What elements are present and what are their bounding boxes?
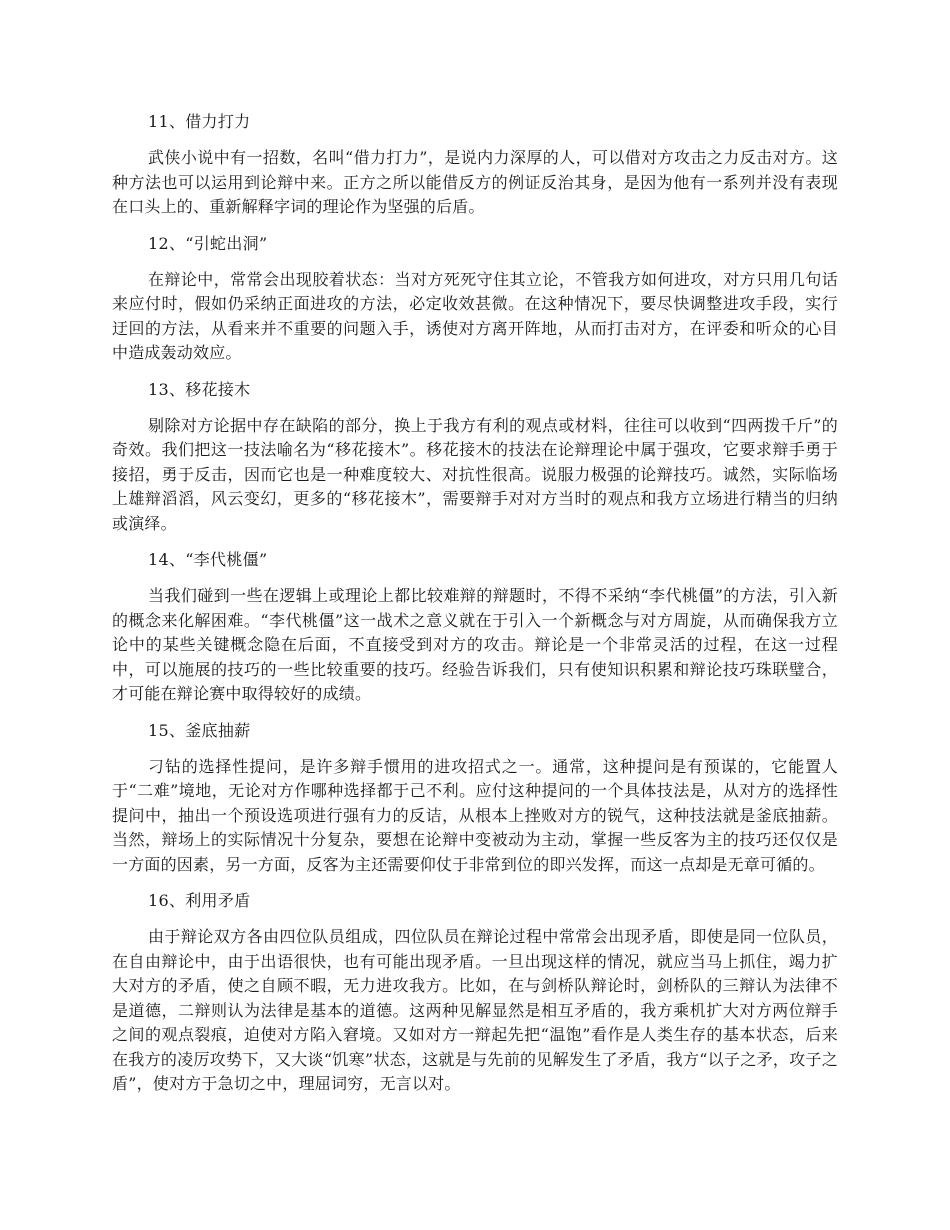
section-paragraph: 武侠小说中有一招数，名叫“借力打力”，是说内力深厚的人，可以借对方攻击之力反击对方。这种方法也可以运用到论辩中来。正方之所以能借反方的例证反治其身，是因为他有一系列并没有表现在口头上的、重新解释字词的理论作为坚强的后盾。 [112,148,838,216]
section-12 [112,232,838,366]
section-paragraph: 在辩论中，常常会出现胶着状态：当对方死死守住其立论，不管我方如何进攻，对方只用几句话来应付时，假如仍采纳正面进攻的方法，必定收效甚微。在这种情况下，要尽快调整进攻手段，实行迂回的方法，从看来并不重要的问题入手，诱使对方离开阵地，从而打击对方，在评委和听众的心目中造成轰动效应。 [112,269,838,362]
section-15 [112,719,838,878]
section-heading: 15、釜底抽薪 [148,720,251,740]
section-paragraph: 剔除对方论据中存在缺陷的部分，换上于我方有利的观点或材料，往往可以收到“四两拨千斤”的奇效。我们把这一技法喻名为“移花接木”。移花接木的技法在论辩理论中属于强攻，它要求辩手勇于接招，勇于反击，因而它也是一种难度较大、对抗性很高。说服力极强的论辩技巧。诚然，实际临场上雄辩滔滔，风云变幻，更多的“移花接木”，需要辩手对对方当时的观点和我方立场进行精当的归纳或演绎。 [112,415,838,533]
section-heading: 12、“引蛇出洞” [148,233,268,253]
section-paragraph: 刁钻的选择性提问，是许多辩手惯用的进攻招式之一。通常，这种提问是有预谋的，它能置人于“二难”境地，无论对方作哪种选择都于己不利。应付这种提问的一个具体技法是，从对方的选择性提问中，抽出一个预设选项进行强有力的反诘，从根本上挫败对方的锐气，这种技法就是釜底抽薪。当然，辩场上的实际情况十分复杂，要想在论辩中变被动为主动，掌握一些反客为主的技巧还仅仅是一方面的因素，另一方面，反客为主还需要仰仗于非常到位的即兴发挥，而这一点却是无章可循的。 [112,756,838,874]
section-heading: 13、移花接木 [148,379,251,399]
section-heading: 16、利用矛盾 [148,891,251,910]
section-11 [112,110,838,220]
section-14 [112,548,838,707]
section-heading: 14、“李代桃僵” [148,550,268,569]
document-page [112,110,838,1109]
section-paragraph: 由于辩论双方各由四位队员组成，四位队员在辩论过程中常常会出现矛盾，即使是同一位队员，在自由辩论中，由于出语很快，也有可能出现矛盾。一旦出现这样的情况，就应当马上抓住，竭力扩大对方的矛盾，使之自顾不暇，无力进攻我方。比如，在与剑桥队辩论时，剑桥队的三辩认为法律不是道德，二辩则认为法律是基本的道德。这两种见解显然是相互矛盾的，我方乘机扩大对方两位辩手之间的观点裂痕，迫使对方陷入窘境。又如对方一辩起先把“温饱”看作是人类生存的基本状态，后来在我方的凌厉攻势下，又大谈“饥寒”状态，这就是与先前的见解发生了矛盾，我方“以子之矛，攻子之盾”，使对方于急切之中，理屈词穷，无言以对。 [112,927,838,1093]
section-16 [112,889,838,1097]
section-13 [112,378,838,537]
section-paragraph: 当我们碰到一些在逻辑上或理论上都比较难辩的辩题时，不得不采纳“李代桃僵”的方法，引入新的概念来化解困难。“李代桃僵”这一战术之意义就在于引入一个新概念与对方周旋，从而确保我方立论中的某些关键概念隐在后面，不直接受到对方的攻击。辩论是一个非常灵活的过程，在这一过程中，可以施展的技巧的一些比较重要的技巧。经验告诉我们，只有使知识积累和辩论技巧珠联璧合，才可能在辩论赛中取得较好的成绩。 [112,586,838,703]
section-heading: 11、借力打力 [148,112,251,131]
